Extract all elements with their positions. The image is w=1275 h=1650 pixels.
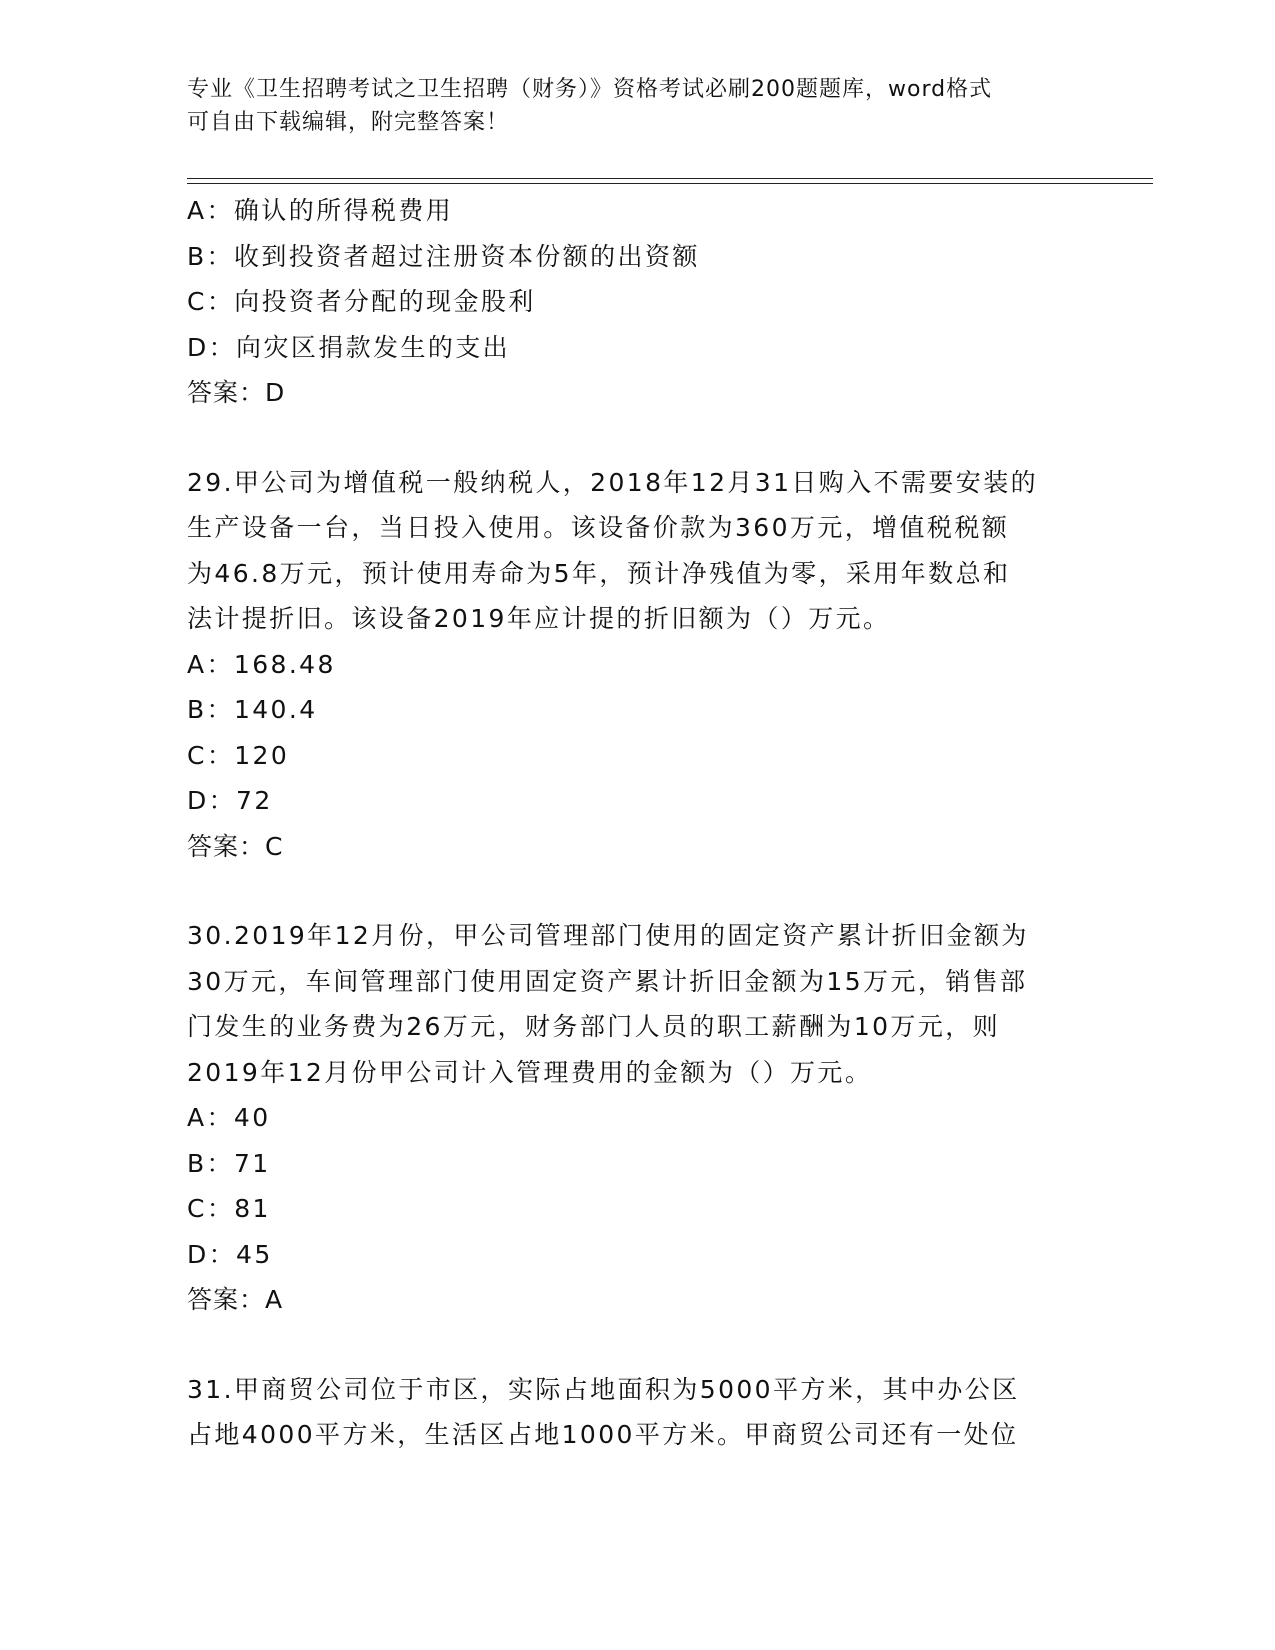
- question-block-29: [187, 460, 1087, 870]
- question-text-line: 30.2019年12月份，甲公司管理部门使用的固定资产累计折旧金额为: [187, 921, 1029, 950]
- option-a: A：168.48: [187, 649, 336, 679]
- question-text-line: 门发生的业务费为26万元，财务部门人员的职工薪酬为10万元，则: [187, 1012, 1001, 1041]
- option-b: B：71: [187, 1148, 271, 1178]
- question-text-line: 30万元，车间管理部门使用固定资产累计折旧金额为15万元，销售部: [187, 966, 1028, 996]
- question-text-line: 29.甲公司为增值税一般纳税人，2018年12月31日购入不需要安装的: [187, 467, 1039, 497]
- question-text-line: 法计提折旧。该设备2019年应计提的折旧额为（）万元。: [187, 604, 891, 633]
- question-text-line: 生产设备一台，当日投入使用。该设备价款为360万元，增值税税额: [187, 513, 1010, 542]
- question-block-28: [187, 188, 1087, 416]
- header-rule-top: [187, 178, 1153, 179]
- spacer: [187, 416, 1087, 460]
- option-b: B：140.4: [187, 695, 318, 724]
- option-b: B：收到投资者超过注册资本份额的出资额: [187, 241, 700, 271]
- option-c: C：向投资者分配的现金股利: [187, 287, 536, 316]
- answer-label: 答案：D: [187, 378, 286, 407]
- option-a: A：确认的所得税费用: [187, 196, 454, 225]
- option-c: C：81: [187, 1194, 271, 1223]
- header-line-2: 可自由下载编辑，附完整答案！: [187, 110, 510, 135]
- answer-label: 答案：C: [187, 831, 284, 861]
- question-text-line: 31.甲商贸公司位于市区，实际占地面积为5000平方米，其中办公区: [187, 1374, 1020, 1404]
- question-block-30: [187, 913, 1087, 1323]
- question-text-line: 占地4000平方米，生活区占地1000平方米。甲商贸公司还有一处位: [187, 1420, 1019, 1449]
- spacer: [187, 869, 1087, 913]
- question-text-line: 为46.8万元，预计使用寿命为5年，预计净残值为零，采用年数总和: [187, 558, 1011, 588]
- option-c: C：120: [187, 740, 290, 770]
- document-body: [187, 188, 1087, 1458]
- question-block-31: [187, 1367, 1087, 1458]
- header-rule-bottom: [187, 183, 1153, 184]
- option-a: A：40: [187, 1103, 271, 1132]
- option-d: D：72: [187, 786, 273, 815]
- answer-label: 答案：A: [187, 1285, 284, 1314]
- option-d: D：45: [187, 1239, 273, 1269]
- document-header: [187, 73, 1087, 139]
- spacer: [187, 1323, 1087, 1367]
- option-d: D：向灾区捐款发生的支出: [187, 332, 511, 362]
- header-line-1: 专业《卫生招聘考试之卫生招聘（财务）》资格考试必刷200题题库，word格式: [187, 77, 993, 102]
- question-text-line: 2019年12月份甲公司计入管理费用的金额为（）万元。: [187, 1057, 873, 1087]
